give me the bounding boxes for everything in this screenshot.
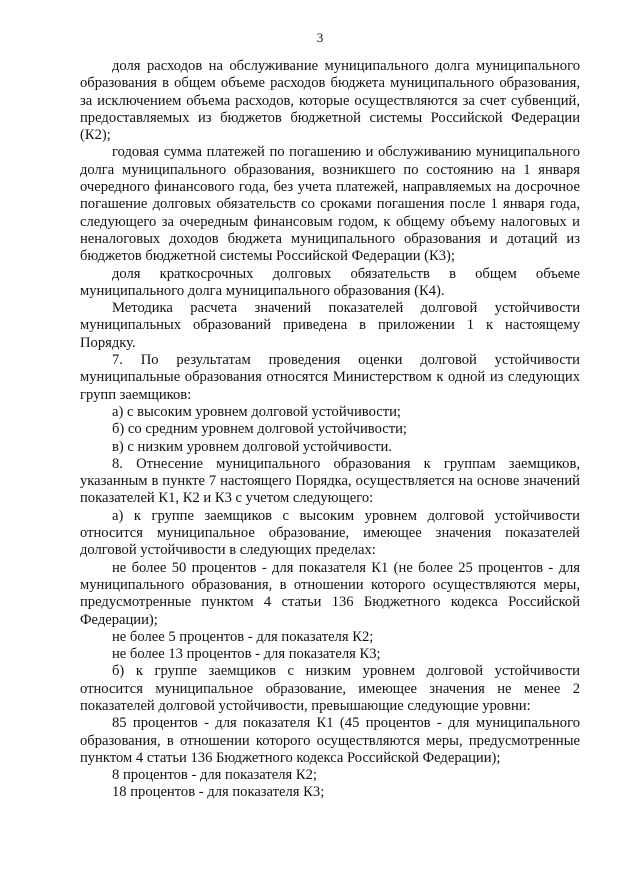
paragraph-methodology: Методика расчета значений показателей долговой устойчивости муниципальных образований приведена в приложении 1 к настоящему Порядку.: [80, 300, 580, 351]
page-number: 3: [316, 30, 324, 45]
paragraph-k2-limit-high: не более 5 процентов - для показателя К2;: [112, 628, 374, 645]
paragraph-high-stability-group: а) к группе заемщиков с высоким уровнем долговой устойчивости относится муниципальное образование, имеющее значения показателей долговой устойчивости в следующих пределах:: [80, 507, 580, 559]
paragraph-k1-limit-low: 85 процентов - для показателя К1 (45 процентов - для муниципального образования, в отношении которого осуществляются меры, предусмотренные пунктом 4 статьи 136 Бюджетного кодекса Российской Федерации);: [80, 715, 580, 766]
document-body: [80, 58, 580, 802]
paragraph-k4-definition: доля краткосрочных долговых обязательств в общем объеме муниципального долга муниципального образования (К4).: [80, 265, 580, 299]
paragraph-low-stability-group: б) к группе заемщиков с низким уровнем долговой устойчивости относится муниципальное образование, имеющее значения не менее 2 показателей долговой устойчивости, превышающие следующие уровни:: [80, 663, 580, 714]
paragraph-k3-limit-high: не более 13 процентов - для показателя К3;: [112, 646, 381, 663]
paragraph-k2-limit-low: 8 процентов - для показателя К2;: [112, 767, 317, 784]
paragraph-k3-limit-low: 18 процентов - для показателя К3;: [112, 784, 325, 801]
paragraph-k3-definition: годовая сумма платежей по погашению и обслуживанию муниципального долга муниципального образования, возникшего по состоянию на 1 января очередного финансового года, без учета платежей, направляемых на досрочное погашение долговых обязательств со сроками погашения после 1 января года, следующего за очередным финансовым годом, к общему объему налоговых и неналоговых доходов бюджета муниципального образования и дотаций из бюджетов бюджетной системы Российской Федерации (К3);: [80, 144, 580, 265]
list-item-group-a: а) с высоким уровнем долговой устойчивости;: [112, 403, 401, 420]
paragraph-item-8: 8. Отнесение муниципального образования к группам заемщиков, указанным в пункте 7 настоящего Порядка, осуществляется на основе значений показателей К1, К2 и К3 с учетом следующего:: [80, 455, 580, 507]
paragraph-item-7: 7. По результатам проведения оценки долговой устойчивости муниципальные образования относятся Министерством к одной из следующих групп заемщиков:: [80, 352, 580, 403]
paragraph-k2-definition: доля расходов на обслуживание муниципального долга муниципального образования в общем объеме расходов бюджета муниципального образования, за исключением объема расходов, которые осуществляются за счет субвенций, предоставляемых из бюджетов бюджетной системы Российской Федерации (К2);: [80, 58, 580, 144]
list-item-group-c: в) с низким уровнем долговой устойчивости.: [112, 438, 392, 455]
paragraph-k1-limit-high: не более 50 процентов - для показателя К1 (не более 25 процентов - для муниципального образования, в отношении которого осуществляются меры, предусмотренные пунктом 4 статьи 136 Бюджетного кодекса Российской Федерации);: [80, 559, 580, 628]
list-item-group-b: б) со средним уровнем долговой устойчивости;: [112, 421, 407, 438]
